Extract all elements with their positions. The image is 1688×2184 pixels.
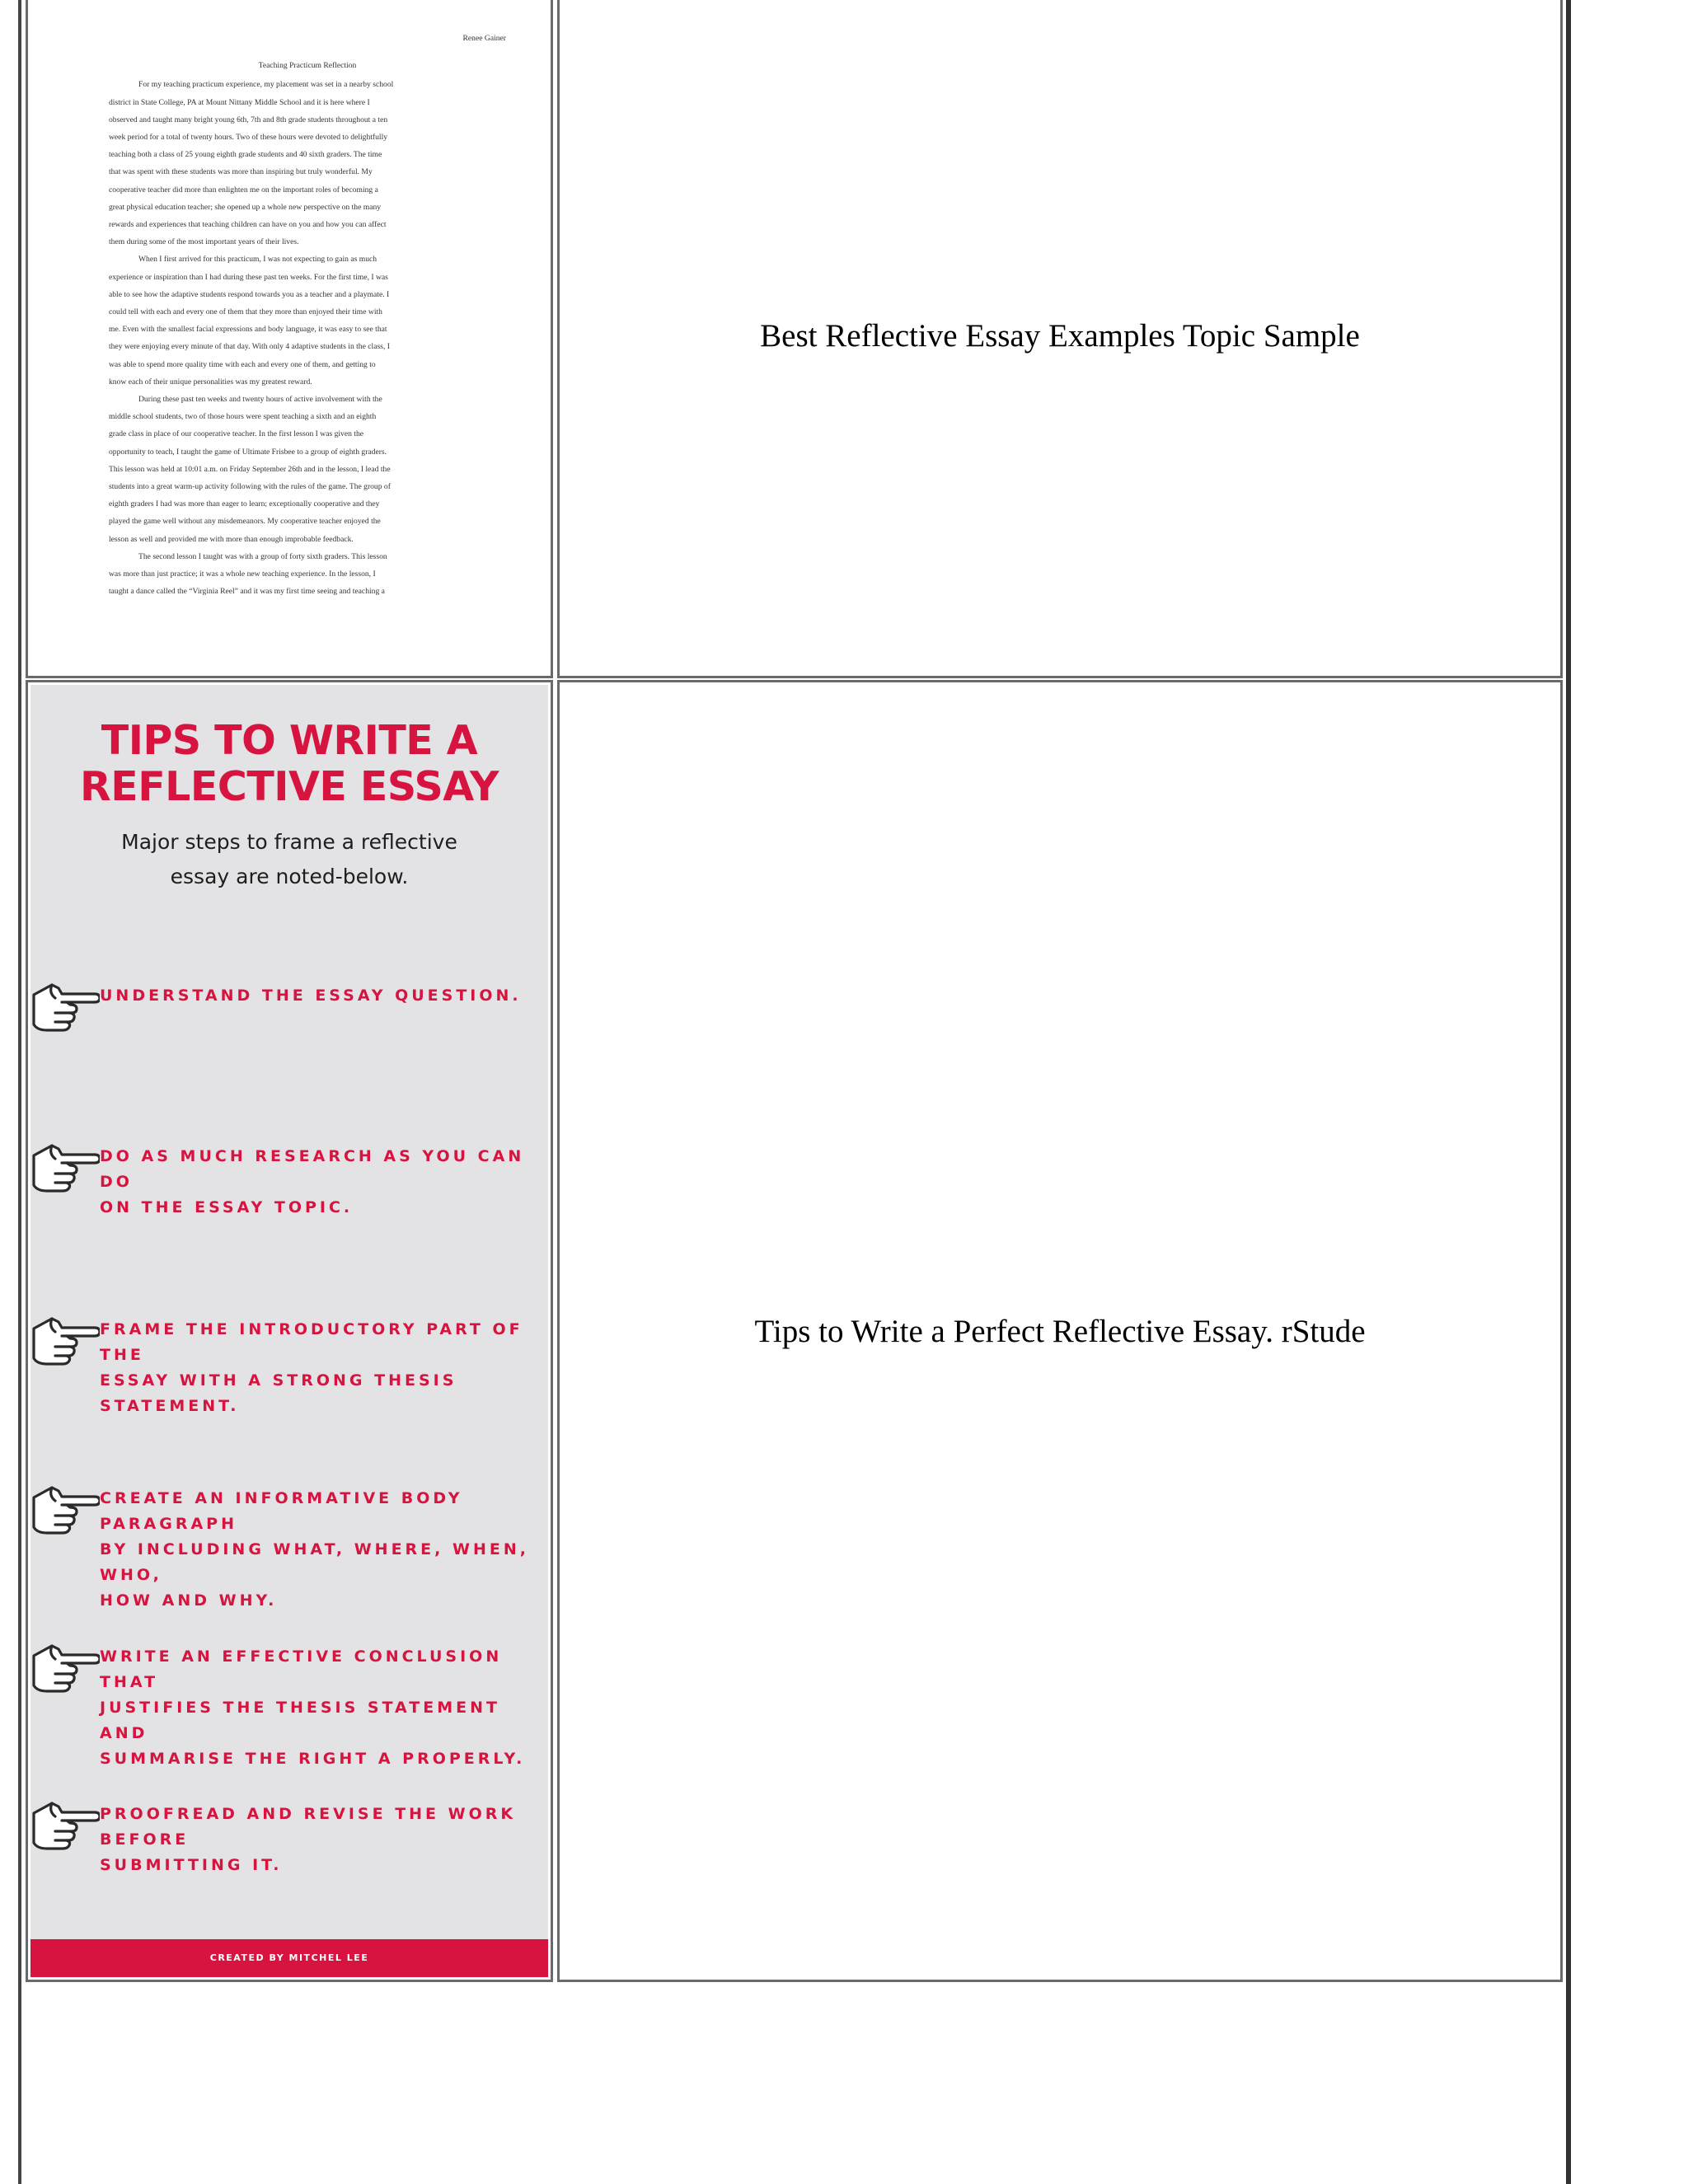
- essay-line: observed and taught many bright young 6th, 7th and 8th grade students throughout a ten: [109, 115, 388, 124]
- essay-line: lesson as well and provided me with more than enough improbable feedback.: [109, 534, 354, 544]
- tip-text-line: ESSAY WITH A STRONG THESIS: [100, 1371, 457, 1390]
- essay-line: opportunity to teach, I taught the game of Ultimate Frisbee to a group of eighth graders.: [109, 447, 387, 457]
- essay-line: they were enjoying every minute of that day. With only 4 adaptive students in the class, I: [109, 342, 390, 352]
- infographic-subtitle: [30, 825, 548, 894]
- image-caption-bottom[interactable]: Tips to Write a Perfect Reflective Essay. rStude: [754, 1314, 1366, 1349]
- tip-text-line: PROOFREAD AND REVISE THE WORK BEFORE: [100, 1805, 517, 1849]
- essay-line: great physical education teacher; she opened up a whole new perspective on the many: [109, 202, 382, 212]
- essay-line: rewards and experiences that teaching children can have on you and how you can affect: [109, 220, 387, 230]
- tip-text-line: BY INCLUDING WHAT, WHERE, WHEN, WHO,: [100, 1540, 529, 1584]
- essay-image-cell: [26, 0, 553, 678]
- image-caption-top[interactable]: Best Reflective Essay Examples Topic Sample: [760, 318, 1360, 354]
- tip-text-line: FRAME THE INTRODUCTORY PART OF THE: [100, 1320, 523, 1364]
- essay-body: [109, 76, 506, 600]
- essay-line: experience or inspiration than I had during these past ten weeks. For the first time, I was: [109, 272, 388, 282]
- infographic-cell: [26, 680, 553, 1982]
- infographic-title: [30, 718, 548, 810]
- caption-cell-top: [557, 0, 1563, 678]
- essay-line: teaching both a class of 25 young eighth grade students and 40 sixth graders. The time: [109, 150, 382, 160]
- essay-author: Renee Gainer: [462, 34, 506, 43]
- essay-line: that was spent with these students was more than inspiring but truly wonderful. My: [109, 167, 373, 177]
- essay-line: week period for a total of twenty hours. Two of these hours were devoted to delightfully: [109, 133, 388, 143]
- tip-text: [100, 983, 542, 1009]
- pointing-hand-icon: [30, 1638, 100, 1695]
- essay-line: When I first arrived for this practicum, I was not expecting to gain as much: [138, 255, 377, 265]
- page-border-right: [1566, 0, 1571, 2184]
- essay-title: Teaching Practicum Reflection: [258, 61, 357, 71]
- essay-thumbnail: [109, 30, 506, 601]
- tip-text-line: ON THE ESSAY TOPIC.: [100, 1198, 354, 1216]
- essay-line: them during some of the most important years of their lives.: [109, 237, 299, 247]
- page-border-left: [18, 0, 21, 2184]
- essay-line: taught a dance called the “Virginia Reel” and it was my first time seeing and teaching a: [109, 587, 385, 597]
- essay-line: During these past ten weeks and twenty hours of active involvement with the: [138, 395, 382, 405]
- tip-text-line: STATEMENT.: [100, 1397, 240, 1415]
- pointing-hand-icon: [30, 1795, 100, 1853]
- tip-text-line: DO AS MUCH RESEARCH AS YOU CAN DO: [100, 1147, 525, 1191]
- essay-line: eighth graders I had was more than eager to learn; exceptionally cooperative and they: [109, 499, 380, 509]
- caption-cell-bottom: [557, 680, 1563, 1982]
- essay-line: This lesson was held at 10:01 a.m. on Friday September 26th and in the lesson, I lead the: [109, 464, 391, 474]
- infographic-title-line: REFLECTIVE ESSAY: [79, 763, 499, 810]
- essay-line: me. Even with the smallest facial expressions and body language, it was easy to see that: [109, 325, 387, 335]
- essay-line: played the game well without any misdemeanors. My cooperative teacher enjoyed the: [109, 517, 381, 527]
- essay-line: cooperative teacher did more than enlighten me on the important roles of becoming a: [109, 185, 378, 194]
- infographic-subtitle-line: essay are noted-below.: [170, 865, 409, 888]
- infographic-subtitle-line: Major steps to frame a reflective: [121, 830, 457, 854]
- tip-text: [100, 1144, 542, 1221]
- essay-line: was more than just practice; it was a whole new teaching experience. In the lesson, I: [109, 569, 376, 579]
- tip-text-line: WRITE AN EFFECTIVE CONCLUSION THAT: [100, 1647, 503, 1691]
- infographic-footer: CREATED BY MITCHEL LEE: [30, 1939, 548, 1977]
- tip-text-line: JUSTIFIES THE THESIS STATEMENT AND: [100, 1699, 500, 1742]
- essay-line: could tell with each and every one of them that they more than enjoyed their time with: [109, 307, 382, 317]
- essay-line: know each of their unique personalities was my greatest reward.: [109, 377, 312, 387]
- tip-text: [100, 1802, 542, 1878]
- tip-text-line: SUMMARISE THE RIGHT A PROPERLY.: [100, 1750, 526, 1768]
- pointing-hand-icon: [30, 1479, 100, 1537]
- essay-line: The second lesson I taught was with a group of forty sixth graders. This lesson: [138, 551, 387, 561]
- tip-text: [100, 1644, 542, 1772]
- tips-infographic: [30, 685, 548, 1977]
- essay-line: able to see how the adaptive students respond towards you as a teacher and a playmate. I: [109, 289, 390, 299]
- essay-line: middle school students, two of those hours were spent teaching a sixth and an eighth: [109, 412, 377, 422]
- essay-line: grade class in place of our cooperative teacher. In the first lesson I was given the: [109, 429, 364, 439]
- essay-line: district in State College, PA at Mount Nittany Middle School and it is here where I: [109, 97, 370, 107]
- tip-text-line: HOW AND WHY.: [100, 1591, 278, 1610]
- infographic-title-line: TIPS TO WRITE A: [101, 717, 478, 764]
- essay-line: students into a great warm-up activity following with the rules of the game. The group of: [109, 482, 391, 492]
- pointing-hand-icon: [30, 977, 100, 1034]
- essay-line: For my teaching practicum experience, my placement was set in a nearby school: [138, 80, 394, 90]
- pointing-hand-icon: [30, 1137, 100, 1195]
- tip-text: [100, 1486, 542, 1614]
- tip-text-line: CREATE AN INFORMATIVE BODY PARAGRAPH: [100, 1489, 463, 1533]
- tip-text: [100, 1317, 542, 1419]
- tip-text-line: UNDERSTAND THE ESSAY QUESTION.: [100, 987, 522, 1005]
- tip-text-line: SUBMITTING IT.: [100, 1856, 283, 1874]
- pointing-hand-icon: [30, 1310, 100, 1368]
- essay-line: was able to spend more quality time with each and every one of them, and getting to: [109, 359, 376, 369]
